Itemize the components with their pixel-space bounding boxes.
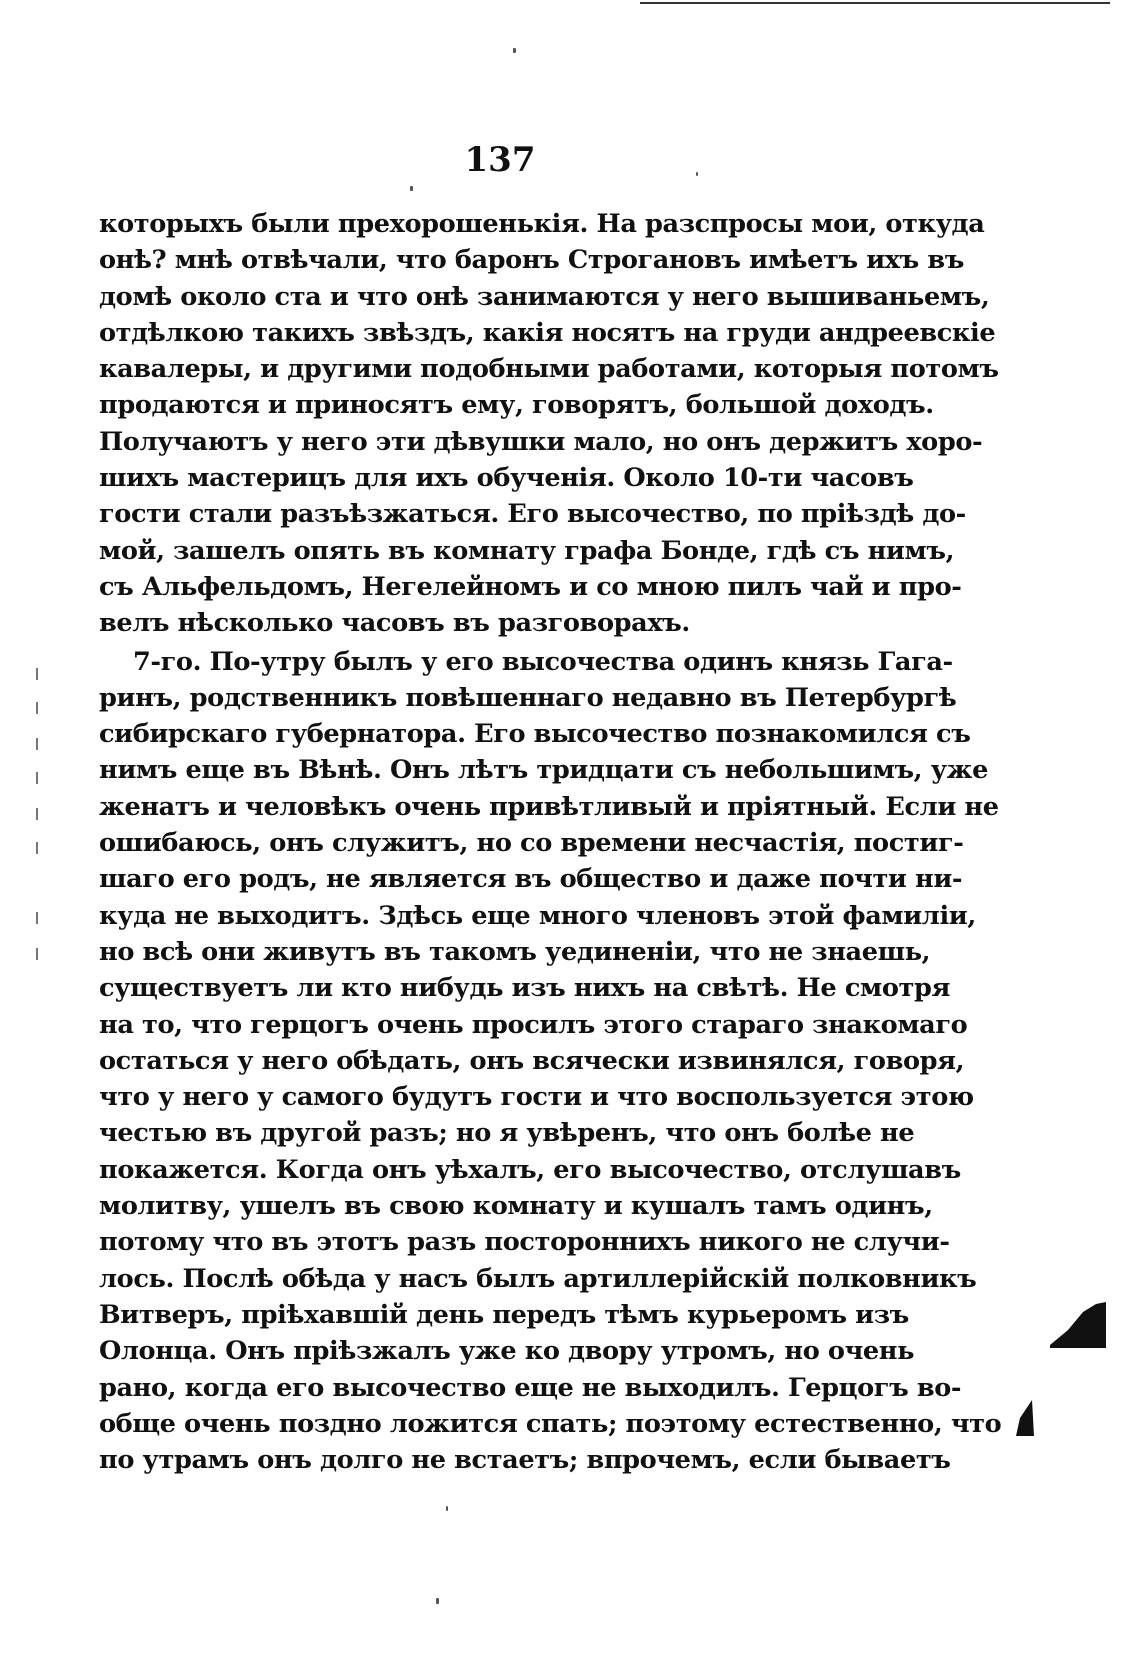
ink-blot-bottom [1010, 1398, 1040, 1438]
text-line: нимъ еще въ Вѣнѣ. Онъ лѣтъ тридцати съ небольшимъ, уже [99, 755, 989, 786]
text-line: гости стали разъѣзжаться. Его высочество, по пріѣздѣ до- [99, 499, 966, 530]
dust-speck [436, 1598, 439, 1604]
text-line: женатъ и человѣкъ очень привѣтливый и пріятный. Если не [99, 791, 999, 822]
text-line: 7-го. По-утру былъ у его высочества одинъ князь Гага- [133, 646, 953, 677]
paragraph-2 [99, 644, 1002, 1479]
text-line: шаго его родъ, не является въ общество и даже почти ни- [99, 864, 963, 895]
text-line: Получаютъ у него эти дѣвушки мало, но онъ держитъ хоро- [99, 426, 983, 457]
text-line: велъ нѣсколько часовъ въ разговорахъ. [99, 608, 690, 639]
text-line: мой, зашелъ опять въ комнату графа Бонде, гдѣ съ нимъ, [99, 535, 955, 566]
text-line: Олонца. Онъ пріѣзжалъ уже ко двору утромъ, но очень [99, 1336, 915, 1367]
body-text [99, 206, 1002, 1478]
text-line: Витверъ, пріѣхавшій день передъ тѣмъ курьеромъ изъ [99, 1299, 909, 1330]
text-line: кавалеры, и другими подобными работами, которыя потомъ [99, 354, 999, 385]
margin-scan-mark [36, 772, 38, 784]
text-line: домѣ около ста и что онѣ занимаются у него вышиваньемъ, [99, 281, 990, 312]
text-line: лось. Послѣ обѣда у насъ былъ артиллерійскій полковникъ [99, 1263, 977, 1294]
text-line: продаются и приносятъ ему, говорятъ, большой доходъ. [99, 390, 934, 421]
text-line: потому что въ этотъ разъ постороннихъ никого не случи- [99, 1227, 950, 1258]
text-line: онѣ? мнѣ отвѣчали, что баронъ Строгановъ имѣетъ ихъ въ [99, 245, 965, 276]
margin-scan-mark [36, 738, 38, 750]
text-line: но всѣ они живутъ въ такомъ уединеніи, что не знаешь, [99, 936, 931, 967]
text-line: ошибаюсь, онъ служитъ, но со времени несчастія, постиг- [99, 828, 964, 859]
text-line: покажется. Когда онъ уѣхалъ, его высочество, отслушавъ [99, 1154, 961, 1185]
text-line: существуетъ ли кто нибудь изъ нихъ на свѣтѣ. Не смотря [99, 973, 950, 1004]
text-line: честью въ другой разъ; но я увѣренъ, что онъ болѣе не [99, 1118, 915, 1149]
margin-scan-mark [36, 668, 38, 680]
margin-scan-mark [36, 948, 38, 960]
margin-scan-mark [36, 702, 38, 714]
text-line: отдѣлкою такихъ звѣздъ, какія носятъ на груди андреевскіе [99, 317, 996, 348]
dust-speck [696, 172, 698, 176]
margin-scan-mark [36, 842, 38, 854]
ink-blot-top [1048, 1300, 1108, 1350]
paragraph-1 [99, 206, 999, 642]
text-line: рано, когда его высочество еще не выходилъ. Герцогъ во- [99, 1372, 962, 1403]
text-line: остаться у него обѣдать, онъ всячески извинялся, говоря, [99, 1045, 965, 1076]
page-number: 137 [464, 140, 536, 180]
dust-speck [410, 186, 413, 191]
margin-scan-mark [36, 912, 38, 924]
text-line: которыхъ были прехорошенькія. На разспросы мои, откуда [99, 209, 985, 239]
text-line: шихъ мастерицъ для ихъ обученія. Около 10-ти часовъ [99, 463, 914, 494]
dust-speck [446, 1506, 448, 1511]
top-edge-rule [640, 2, 1110, 4]
text-line: сибирскаго губернатора. Его высочество познакомился съ [99, 719, 971, 750]
text-line: обще очень поздно ложится спать; поэтому естественно, что [99, 1408, 1002, 1439]
text-line: ринъ, родственникъ повѣшеннаго недавно въ Петербургѣ [99, 682, 957, 713]
text-line: на то, что герцогъ очень просилъ этого стараго знакомаго [99, 1009, 968, 1040]
margin-scan-mark [36, 808, 38, 820]
text-line: что у него у самого будутъ гости и что воспользуется этою [99, 1082, 974, 1113]
text-line: съ Альфельдомъ, Негелейномъ и со мною пилъ чай и про- [99, 571, 962, 602]
dust-speck [513, 48, 516, 53]
text-line: по утрамъ онъ долго не встаетъ; впрочемъ, если бываетъ [99, 1445, 951, 1476]
text-line: молитву, ушелъ въ свою комнату и кушалъ тамъ одинъ, [99, 1191, 933, 1222]
text-line: куда не выходитъ. Здѣсь еще много членовъ этой фамиліи, [99, 900, 976, 931]
